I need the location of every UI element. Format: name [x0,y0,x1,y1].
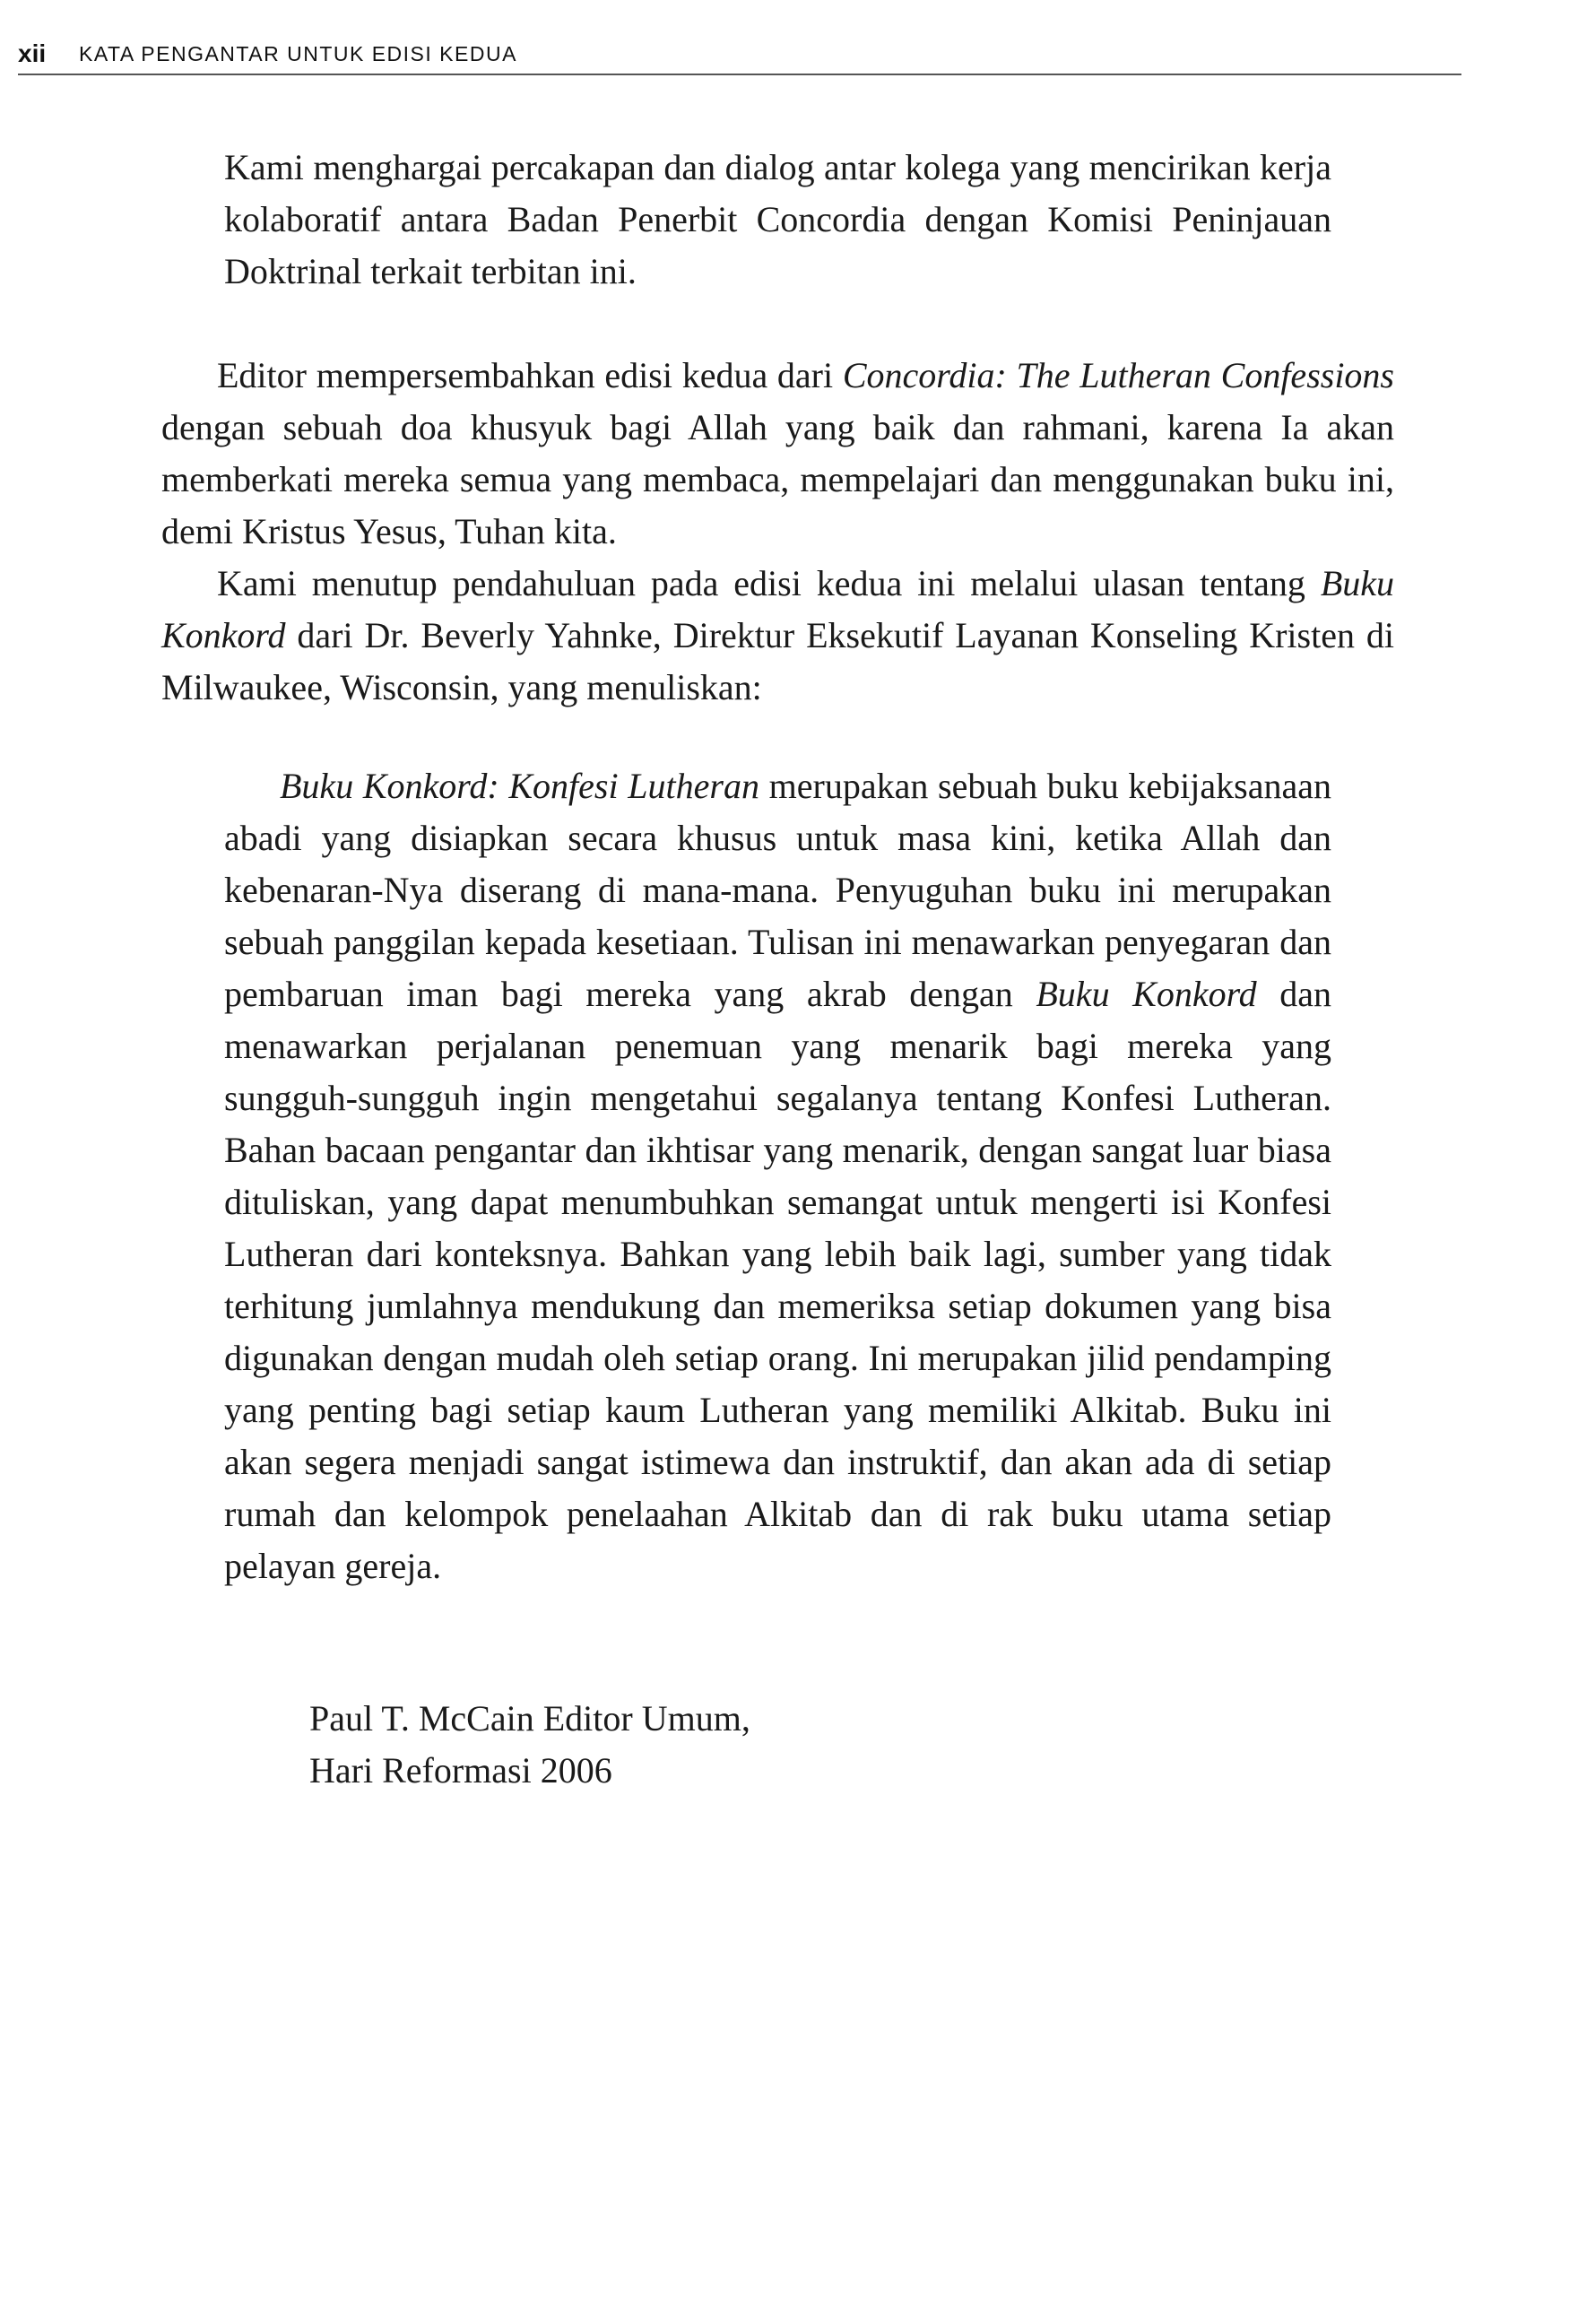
paragraph-text: Kami menghargai percakapan dan dialog antar kolega yang mencirikan kerja kolaboratif antara Badan Penerbit Concordia dengan Komisi Peninjauan Doktrinal terkait terbitan ini. [224,147,1331,291]
text-run: Kami menutup pendahuluan pada edisi kedua ini melalui ulasan tentang [217,563,1321,603]
text-run: merupakan sebuah buku kebijaksanaan abadi yang disiapkan secara khusus untuk masa kini, ketika Allah dan kebenaran-Nya diserang di mana-mana. Penyuguhan buku ini merupakan sebuah panggilan kepada kesetiaan. Tulisan ini menawarkan penyegaran dan pembaruan iman bagi mereka yang akrab dengan [224,766,1331,1014]
book-title: Buku Konkord: Konfesi Lutheran [280,766,759,806]
paragraph-dedication [161,350,1394,558]
paragraph-acknowledgement [224,142,1331,298]
text-run: dan menawarkan perjalanan penemuan yang menarik bagi mereka yang sungguh-sungguh ingin mengetahui segalanya tentang Konfesi Lutheran. Bahan bacaan pengantar dan ikhtisar yang menarik, dengan sangat luar biasa dituliskan, yang dapat menumbuhkan semangat untuk mengerti isi Konfesi Lutheran dari konteksnya. Bahkan yang lebih baik lagi, sumber yang tidak terhitung jumlahnya mendukung dan memeriksa setiap dokumen yang bisa digunakan dengan mudah oleh setiap orang. Ini merupakan jilid pendamping yang penting bagi setiap kaum Lutheran yang memiliki Alkitab. Buku ini akan segera menjadi sangat istimewa dan instruktif, dan akan ada di setiap rumah dan kelompok penelaahan Alkitab dan di rak buku utama setiap pelayan gereja. [224,974,1331,1586]
running-title: KATA PENGANTAR UNTUK EDISI KEDUA [79,42,517,65]
book-title: Buku Konkord [161,563,1394,655]
page-number: xii [18,39,47,67]
text-run: Editor mempersembahkan edisi kedua dari [217,355,843,395]
book-title: Concordia: The Lutheran Confessions [842,355,1394,395]
paragraph-review-intro [161,558,1394,714]
signature-name: Paul T. McCain Editor Umum, [309,1698,750,1739]
signature-date: Hari Reformasi 2006 [309,1750,612,1791]
book-title: Buku Konkord [1036,974,1257,1014]
paragraph-text [161,350,1394,558]
text-run: dengan sebuah doa khusyuk bagi Allah yang baik dan rahmani, karena Ia akan memberkati mereka semua yang membaca, mempelajari dan menggunakan buku ini, demi Kristus Yesus, Tuhan kita. [161,407,1394,551]
block-quote [224,760,1331,1592]
quote-text [224,760,1331,1592]
running-header [18,36,1461,75]
text-run: dari Dr. Beverly Yahnke, Direktur Eksekutif Layanan Konseling Kristen di Milwaukee, Wisconsin, yang menuliskan: [161,615,1394,707]
signature-block [309,1693,1116,1797]
paragraph-text [161,558,1394,714]
